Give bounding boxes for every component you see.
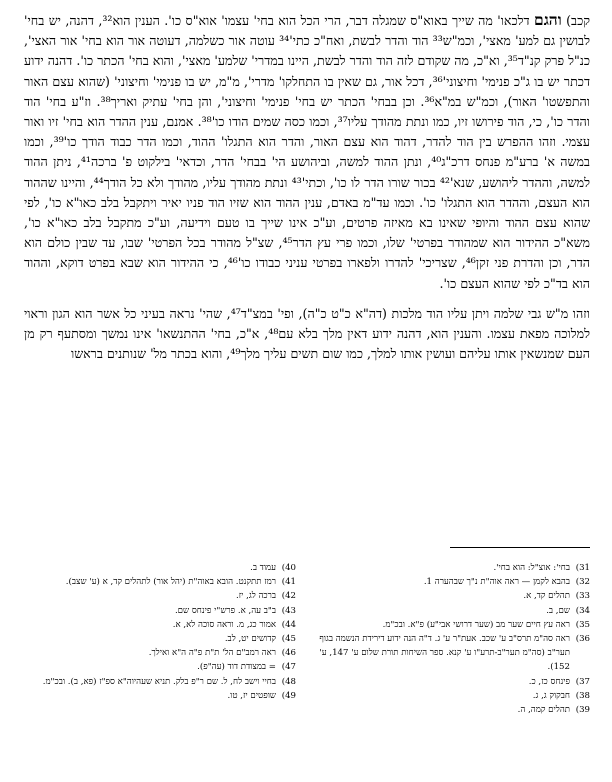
footnote-number: 47) bbox=[281, 662, 296, 673]
footnote-number: 33) bbox=[575, 591, 590, 602]
footnote bbox=[24, 575, 296, 589]
footnote-text: בהבא לקמן — ראה אוה"ת נ"ך שבהערה 1. bbox=[423, 577, 570, 588]
document-page bbox=[24, 10, 590, 774]
footnote bbox=[318, 589, 590, 603]
footnote-number: 49) bbox=[281, 690, 296, 701]
footnote-text: ראה סה"מ תרס"ב ע' שכב. אעת"ר ע' ג. ד"ה הנה ידוע דירידת הנשמה בגוף תער"ב (סה"מ תער"ב-תרע"ו ע' קנא. ספר השיחות תורת שלום ע' 147, ע' 152). bbox=[319, 634, 570, 673]
footnote bbox=[318, 604, 590, 618]
footnote bbox=[24, 618, 296, 632]
footnote-number: 39) bbox=[575, 705, 590, 716]
lead-word: והגם bbox=[534, 10, 562, 29]
footnote-text: שופטים יז, טו. bbox=[227, 690, 276, 701]
footnote-number: 41) bbox=[281, 577, 296, 588]
footnote-text: חבקוק ג, ג. bbox=[532, 690, 570, 701]
footnote-number: 36) bbox=[575, 634, 590, 645]
footnote bbox=[24, 632, 296, 646]
footnote-text: ב"ב עה, א. פרש"י פינחס שם. bbox=[174, 605, 276, 616]
footnote bbox=[318, 561, 590, 575]
footnote bbox=[24, 646, 296, 660]
footnote bbox=[318, 618, 590, 632]
footnotes-column-right bbox=[318, 561, 590, 717]
footnote-text: תהלים קד, א. bbox=[523, 591, 570, 602]
footnote-text: עמוד ב. bbox=[250, 563, 276, 573]
paragraph-1 bbox=[24, 10, 590, 294]
footnotes bbox=[24, 561, 590, 717]
footnote bbox=[24, 660, 296, 674]
footnote bbox=[24, 689, 296, 703]
footnote-text: ראה עץ חיים שער מב (שער דרושי אבי"ע) פ"א. ובכ"מ. bbox=[382, 619, 570, 630]
paragraph-number: קכב) bbox=[566, 13, 590, 28]
footnote-number: 45) bbox=[281, 634, 296, 645]
footnote-text: שם, ב. bbox=[546, 605, 570, 616]
footnote-text: בחי': אוצ"ל: הוא בחי'. bbox=[493, 563, 570, 573]
paragraph-2: וזהו מ"ש גבי שלמה ויתן עליו הוד מלכות (דה"א כ"ט כ"ה), ופי' במצ"ד⁴⁷, שהי' נראה בעיני כל אשר הוא הגון וראוי למלוכה מפאת עצמו. והענין הוא, דהנה ידוע דאין מלך בלא עם⁴⁸, א"כ, בחי' ההתנשאו' אינו נמשך ומסתעף רק מן העם שמנשאין אותו עליהם ועושין אותו למלך, כמו שום תשים עליך מלך⁴⁹, והוא בכתר מל' שנותנים בראשו bbox=[24, 305, 591, 362]
footnote-text: קדושים יט, לב. bbox=[224, 634, 276, 645]
footnote bbox=[318, 703, 590, 717]
footnote-number: 40) bbox=[281, 563, 296, 573]
footnote bbox=[24, 604, 296, 618]
footnote-number: 35) bbox=[575, 619, 590, 630]
footnote-text: פינחס כז, כ. bbox=[528, 676, 570, 687]
paragraph-1-text: דלכאו' מה שייך באוא"ס שמגלה דבר, הרי הכל הוא בחי' עצמו' אוא"ס כו'. הענין הוא³², דהנה, יש בחי' לבושין גם למע' מאצי', וכמ"ש³³ הוד והדר לבשת, ואח"כ כתי'³⁴ עוטה אור כשלמה, דעוטה אור הוא בחי' אור האצי', כנ"ל פרק קנ"ד³⁵, וא"כ, מה שקודם לזה הוד והדר לבשת, היינו במדרי' שלמע' מאצי', והוא בחי' הכתר כו'. דהנה ידוע דכתר יש בו ג"כ פנימי' וחיצוני'³⁶, דכל אור, גם שאין בו התחלקו' מדרי', מ"מ, יש בו פנימי' וחיצוני' (שהוא עצם האור והתפשטו' האור), וכמ"ש במ"א³⁶. וכן בבחי' הכתר יש בחי' פנימי' וחיצוני', והן בחי' עתיק ואריך³⁸. וז"ע בחי' הוד והדר כו', כי, הוד פירושו זיו, כמו ונתת מהודך עליו³⁷, וכמו כסה שמים הודו כו'³⁸. אמנם, ענין ההדר הוא בחי' זיו ואור עצמי. וזהו ההפרש בין הוד להדר, דהוד הוא עצם האור, והדר הוא התגלו' ההוד, וכמו הדר כבוד הודך כו'³⁹, וכמו במשה א' ברע"מ פנחס דרכ"ג⁴⁰, ונתן ההוד למשה, וביהושע הי' בבחי' הדר, וכדאי' בילקוט פ' ברכה⁴¹, ניתן ההוד למשה, וההדר ליהושע, שנא'⁴² בכור שורו הדר לו כו', וכתי'⁴³ ונתת מהודך עליו, מהודך ולא כל הודך⁴⁴, והיינו שההוד הוא העצם, וההדר הוא התגלו' כו'. וכמו עד"מ באדם, ענין ההוד הוא שזיו הוד פניו יאיר ויתקבל בלב כאו"א כו', לפי שהוא עצם ההוד והיופי שאינו בא מאיזה פרטים, וע"כ אינו שייך בו טעם וידיעה, וע"כ מתקבל בלב כאו"א כו', משא"כ ההידור הוא שמהודר בפרטי' שלו, וכמו פרי עץ הדר⁴⁵, שצ"ל מהודר בכל הפרטי' שבו, עד שבין כולם הוא הדר, וכן והדרת פני זקן⁴⁶, שצריכי' להדרו ולפארו בפרטי עניני כבודו כו'⁴⁶, כי ההידור הוא שבא בפרט דוקא, וההוד הוא בד"כ לפי שהוא העצם כו'. bbox=[24, 13, 591, 291]
footnote bbox=[318, 675, 590, 689]
footnote-number: 31) bbox=[575, 563, 590, 573]
footnote-number: 43) bbox=[281, 605, 296, 616]
footnote-number: 32) bbox=[575, 577, 590, 588]
footnote-text: תהלים קמה, ה. bbox=[517, 705, 570, 716]
footnote-text: אמור כג, מ. וראה סוכה לא, א. bbox=[172, 619, 276, 630]
footnote-text: ברכה לג, יז. bbox=[236, 591, 276, 602]
footnote-number: 44) bbox=[281, 619, 296, 630]
footnotes-column-left bbox=[24, 561, 296, 717]
footnote-separator bbox=[450, 547, 590, 548]
footnote-text: ראה רמב"ם הל' ת"ת פ"ה ה"א ואילך. bbox=[148, 648, 276, 659]
footnote-text: רמז תתקנט. הובא באוה"ת (יהל אור) לתהלים קד, א (ע' שצב). bbox=[65, 577, 276, 588]
footnote-number: 38) bbox=[575, 690, 590, 701]
footnote-text: = במצודת דוד (עה"פ). bbox=[197, 662, 276, 673]
footnote-number: 34) bbox=[575, 605, 590, 616]
footnote bbox=[24, 675, 296, 689]
footnote bbox=[24, 561, 296, 575]
footnote-number: 48) bbox=[281, 676, 296, 687]
footnote bbox=[318, 632, 590, 675]
footnote bbox=[318, 575, 590, 589]
footnote-number: 37) bbox=[575, 676, 590, 687]
footnote-text: בחיי וישב לח, ל. שם ר"פ בלק. תניא שעהיוה"א ספ"ז (פא, ב). ובכ"מ. bbox=[42, 676, 276, 687]
footnote-number: 42) bbox=[281, 591, 296, 602]
footnote bbox=[318, 689, 590, 703]
footnote bbox=[24, 589, 296, 603]
footnote-number: 46) bbox=[281, 648, 296, 659]
